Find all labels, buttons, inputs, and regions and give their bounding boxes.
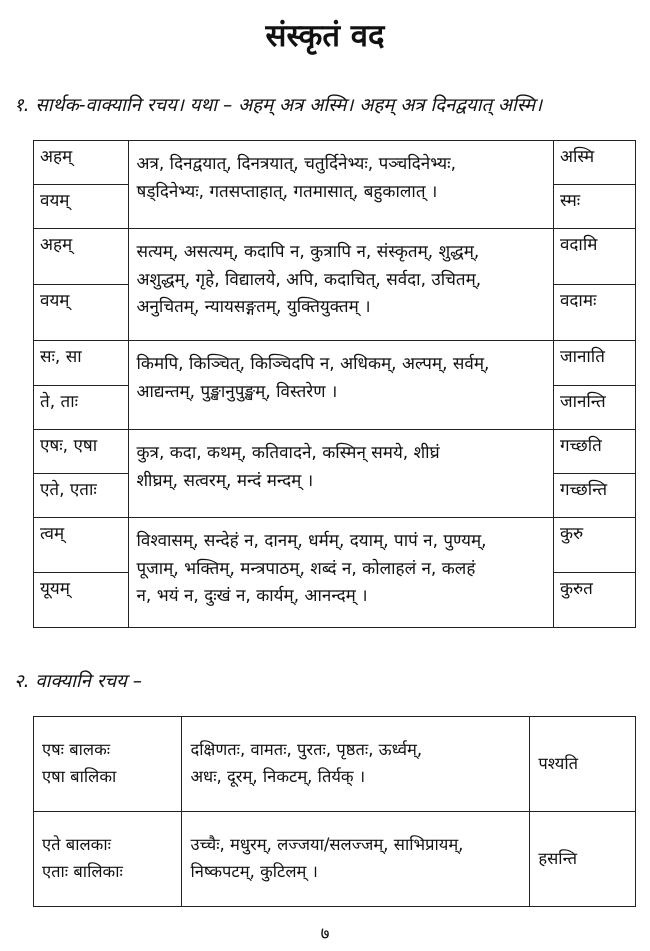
word-line: उच्चैः, मधुरम्, लज्जया/सलज्जम्, साभिप्रायम्, [190,835,464,855]
word-line: विश्वासम्, सन्देहं न, दानम्, धर्मम्, दयाम्, पापं न, पुण्यम्, [136,531,487,551]
verb-cell: जानन्ति [553,386,635,430]
verb-cell: पश्यति [530,717,636,812]
word-list-cell [128,341,553,430]
subject-cell: अहम् [34,141,129,185]
subject-line: एताः बालिकाः [42,862,123,881]
verb-cell: गच्छति [553,430,635,474]
word-line: आद्यन्तम्, पुङ्खानुपुङ्खम्, विस्तरेण । [136,381,338,402]
table-row [34,717,636,812]
word-line: न, भयं न, दुःखं न, कार्यम्, आनन्दम् । [136,586,368,607]
word-line: पूजाम्, भक्तिम्, मन्त्रपाठम्, शब्दं न, कोलाहलं न, कलहं [136,558,476,579]
subject-cell [34,717,182,812]
subject-cell: एषः, एषा [34,430,129,474]
subject-cell [34,812,182,907]
word-line: अनुचितम्, न्यायसङ्गतम्, युक्तियुक्तम् । [136,297,371,318]
verb-cell: जानाति [553,341,635,386]
exercise1-table [33,140,636,628]
verb-cell: कुरुत [553,573,635,628]
subject-line: एषा बालिका [42,767,117,786]
subject-cell: यूयम् [34,573,129,628]
exercise2-table [33,716,636,907]
verb-cell: स्मः [553,185,635,229]
table-row [34,518,636,573]
verb-cell: अस्मि [553,141,635,185]
word-line: अधः, दूरम्, निकटम्, तिर्यक् । [190,767,366,786]
table-row [34,812,636,907]
verb-cell: कुरु [553,518,635,573]
table-row [34,341,636,386]
subject-cell: सः, सा [34,341,129,386]
verb-cell: वदामः [553,285,635,341]
table-row [34,229,636,285]
word-line: कुत्र, कदा, कथम्, कतिवादने, कस्मिन् समये, शीघ्रं [136,443,440,463]
page-number: ७ [320,924,330,944]
word-list-cell [182,812,530,907]
word-line: षड्दिनेभ्यः, गतसप्ताहात्, गतमासात्, बहुकालात् । [136,181,438,202]
word-line: अशुद्धम्, गृहे, विद्यालये, अपि, कदाचित्, सर्वदा, उचितम्, [136,269,482,290]
word-line: शीघ्रम्, सत्वरम्, मन्दं मन्दम् । [136,470,314,491]
subject-line: एते बालकाः [42,835,111,855]
verb-cell: गच्छन्ति [553,474,635,518]
word-list-cell [128,141,553,229]
word-line: किमपि, किञ्चित्, किञ्चिदपि न, अधिकम्, अल्पम्, सर्वम्, [136,354,490,374]
table-row [34,141,636,185]
table-row [34,430,636,474]
word-list-cell [182,717,530,812]
verb-cell: हसन्ति [530,812,636,907]
exercise1-instruction: १. सार्थक-वाक्यानि रचय। यथा – अहम् अत्र अस्मि। अहम् अत्र दिनद्वयात् अस्मि। [14,95,543,116]
word-line: निष्कपटम्, कुटिलम् । [190,862,318,881]
subject-line: एषः बालकः [42,740,111,760]
subject-cell: एते, एताः [34,474,129,518]
page-title: संस्कृतं वद [265,18,385,54]
subject-cell: वयम् [34,185,129,229]
subject-cell: अहम् [34,229,129,285]
subject-cell: ते, ताः [34,386,129,430]
subject-cell: वयम् [34,285,129,341]
word-line: सत्यम्, असत्यम्, कदापि न, कुत्रापि न, संस्कृतम्, शुद्धम्, [136,242,480,262]
verb-cell: वदामि [553,229,635,285]
word-list-cell [128,430,553,518]
word-line: दक्षिणतः, वामतः, पुरतः, पृष्ठतः, ऊर्ध्वम्, [190,740,423,760]
word-list-cell [128,518,553,628]
word-line: अत्र, दिनद्वयात्, दिनत्रयात्, चतुर्दिनेभ्यः, पञ्चदिनेभ्यः, [136,154,456,174]
subject-cell: त्वम् [34,518,129,573]
exercise2-instruction: २. वाक्यानि रचय – [14,671,142,692]
word-list-cell [128,229,553,341]
